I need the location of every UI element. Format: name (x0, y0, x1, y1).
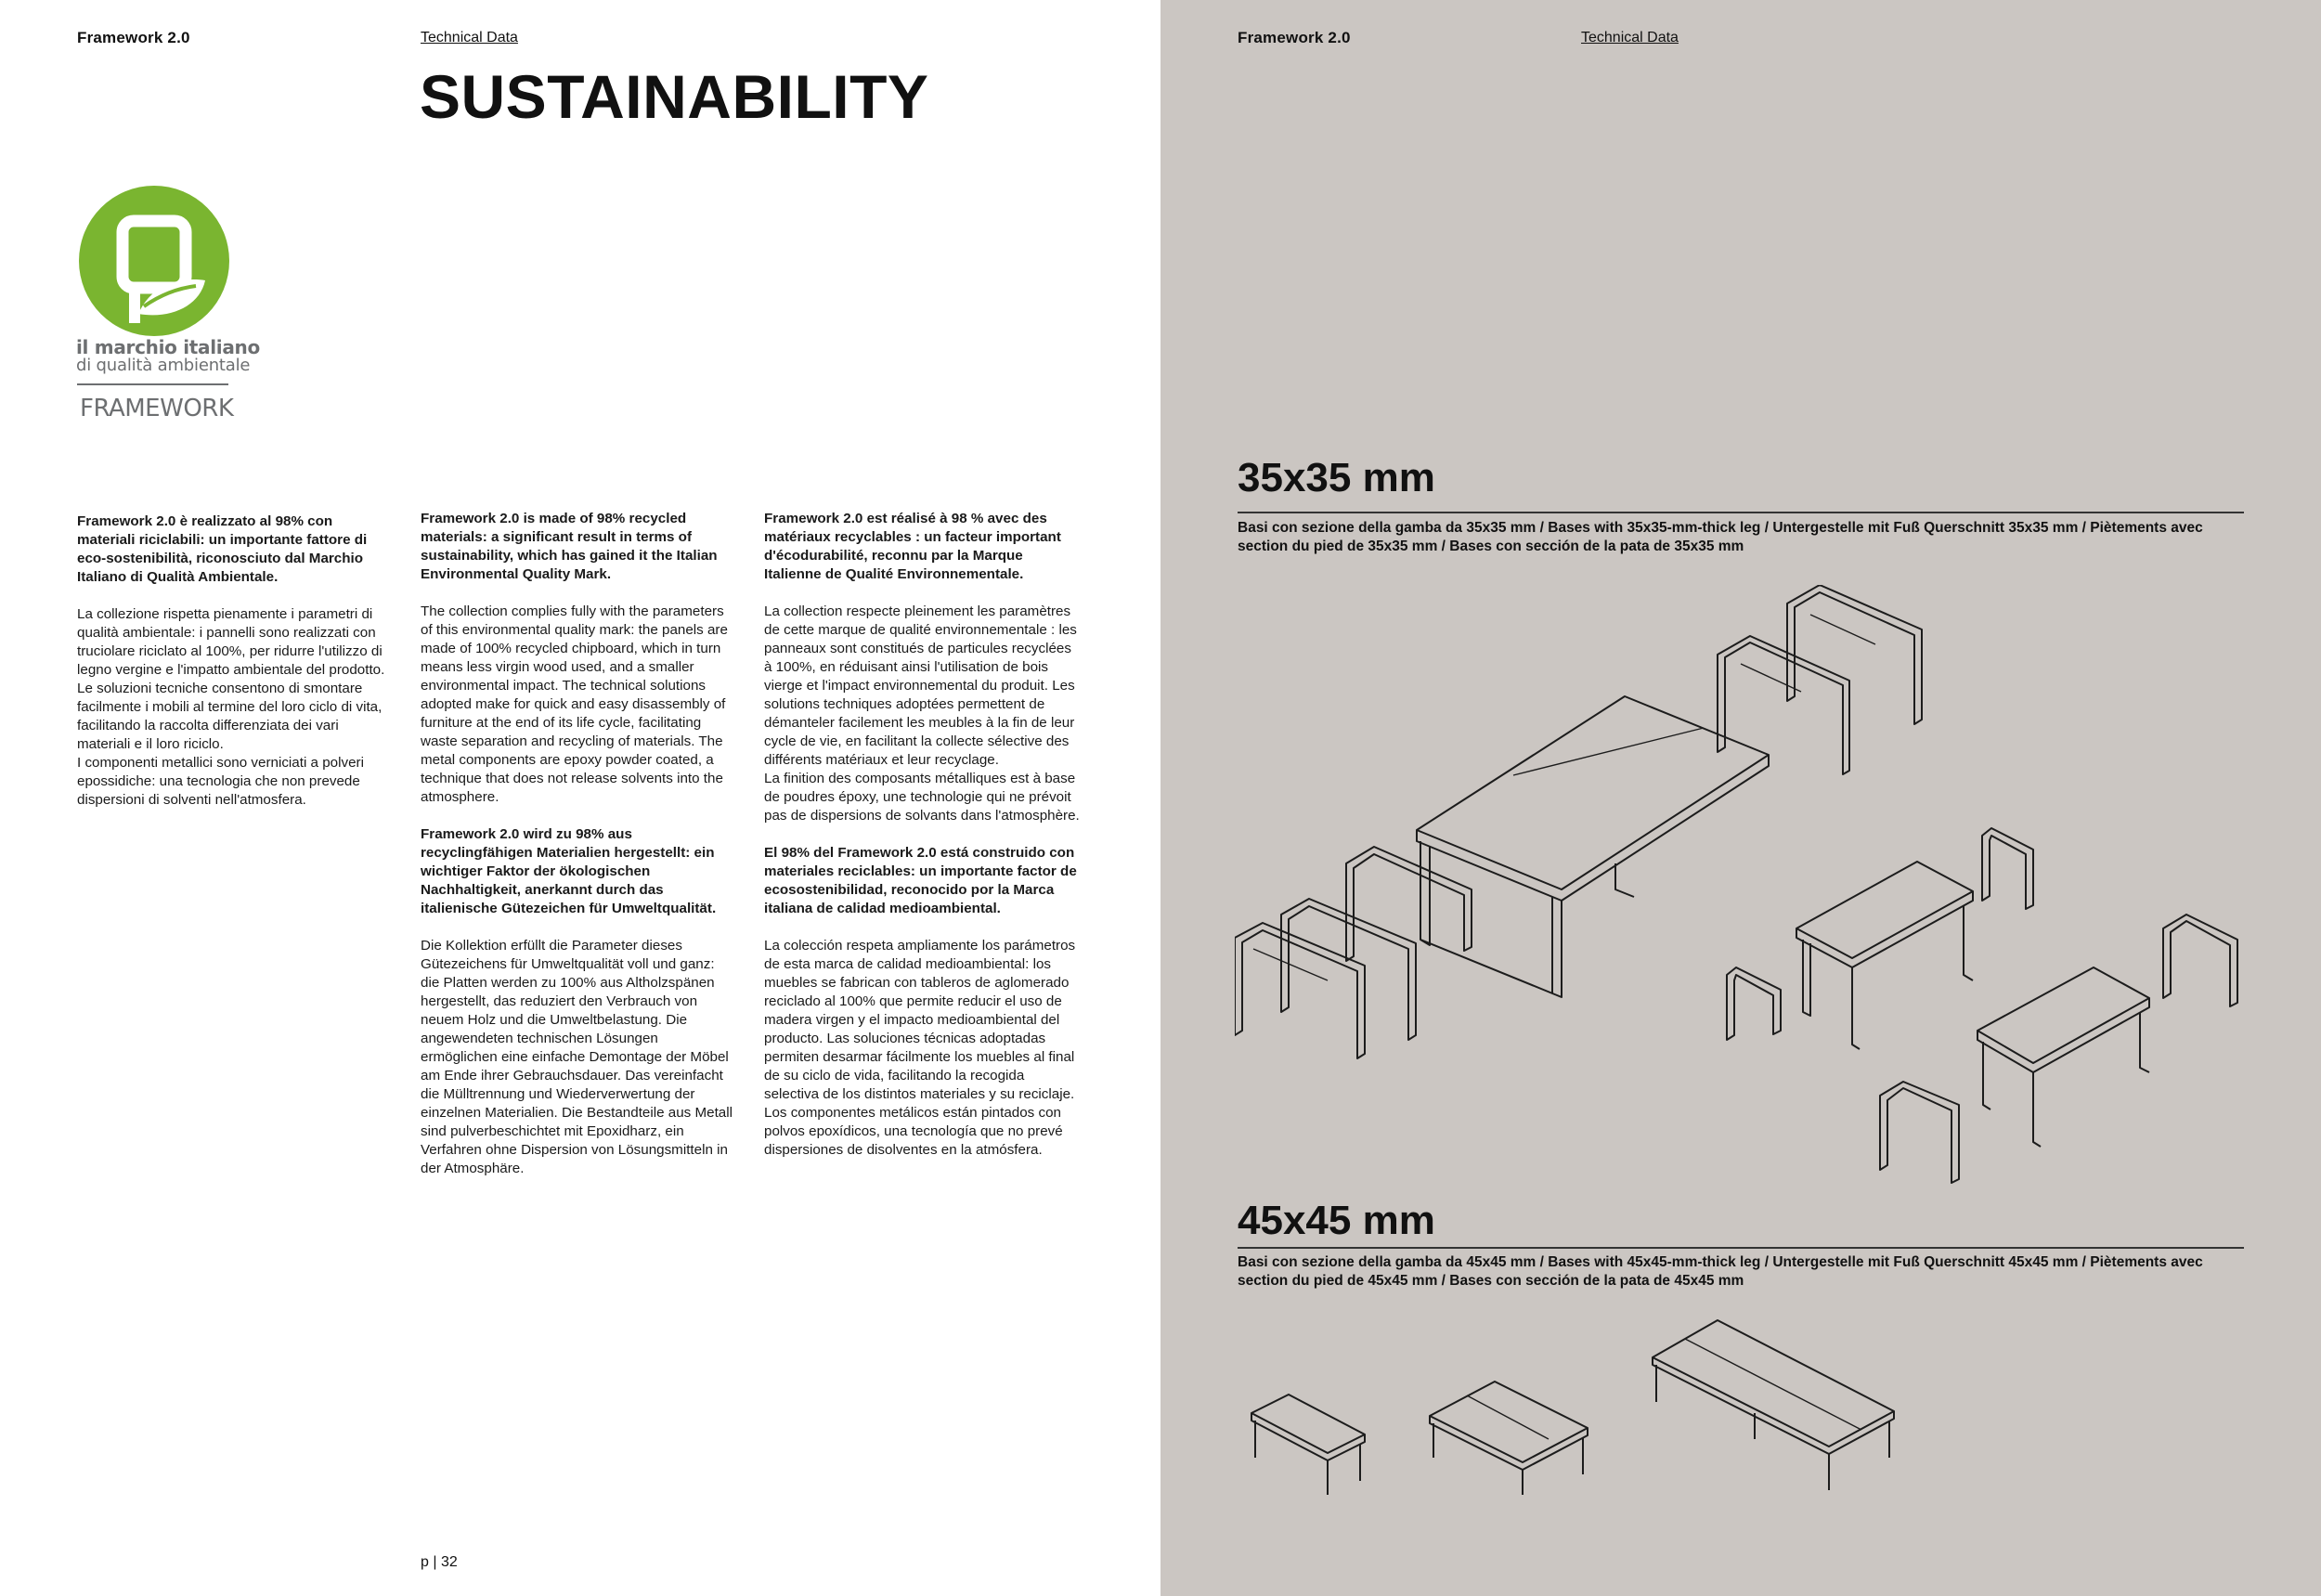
column-french-spanish (764, 510, 1080, 1178)
spanish-body: La colección respeta ampliamente los parámetros de esta marca de calidad medioambiental: los muebles se fabrican con tableros de aglomerado reciclado al 100% que permite reducir el uso de madera virgen y el impacto medioambiental del producto. Las soluciones técnicas adoptadas permiten desarmar fácilmente los muebles al final de su ciclo de vida, facilitando la recogida selectiva de los distintos materiales y su reciclaje. Los componentes metálicos están pintados con polvos epoxídicos, una tecnología que no prevé dispersiones de disolventes en la atmósfera. (764, 938, 1076, 1158)
frame-upper-2 (1787, 585, 1922, 724)
brand-label-right: Framework 2.0 (1238, 29, 1351, 46)
french-lead: Framework 2.0 est réalisé à 98 % avec des matériaux recyclables : un facteur important d'écodurabilité, reconnu par la Marque Italienne de Qualité Environnementale. (764, 511, 1061, 582)
frame-medium-right (1982, 828, 2033, 909)
desk-illustration-45 (1244, 1309, 1913, 1495)
french-body: La collection respecte pleinement les paramètres de cette marque de qualité environnementale : les panneaux sont constitués de particules recyclées à 100%, en réduisant ainsi l'utilisation de bois vierge et l'impact environnemental du produit. Les solutions techniques adoptées permettent de démanteler facilement les meubles à la fin de leur cycle de vie, en facilitant la collecte sélective des différents matériaux et leur recyclage. (764, 603, 1077, 768)
quality-mark-logo (77, 184, 231, 338)
section-link-right[interactable]: Technical Data (1581, 30, 1679, 45)
exploded-desk-illustration-35 (1235, 585, 2256, 1188)
logo-product-name: FRAMEWORK (80, 395, 234, 422)
frame-lower-left-3 (1346, 847, 1472, 961)
logo-divider (77, 383, 228, 385)
page-number: p | 32 (421, 1554, 458, 1570)
quality-mark-leaf-icon (77, 184, 231, 338)
desk-small (1977, 967, 2149, 1147)
spec-description-45: Basi con sezione della gamba da 45x45 mm / Bases with 45x45-mm-thick leg / Untergestelle mit Fuß Querschnitt 45x45 mm / Piètements avec section du pied de 45x45 mm / Bases con sección de la pata de 45x45 mm (1238, 1254, 2203, 1289)
english-lead: Framework 2.0 is made of 98% recycled materials: a significant result in terms of sustainability, which has gained it the Italian Environmental Quality Mark. (421, 511, 718, 582)
column-english-german (421, 510, 736, 1197)
spec-rule-35 (1238, 512, 2244, 513)
spec-heading-35: 35x35 mm (1238, 455, 1435, 500)
italian-lead: Framework 2.0 è realizzato al 98% con materiali riciclabili: un importante fattore di eco-sostenibilità, riconosciuto dal Marchio Italiano di Qualità Ambientale. (77, 513, 368, 585)
bench-desk-large (1417, 696, 1769, 997)
frame-medium-left (1727, 967, 1781, 1040)
german-body: Die Kollektion erfüllt die Parameter dieses Gütezeichens für Umweltqualität voll und ganz: die Platten werden zu 100% aus Altholzspänen hergestellt, das reduziert den Verbrauch von neuem Holz und die Umweltbelastung. Die angewendeten technischen Lösungen ermöglichen eine einfache Demontage der Möbel am Ende ihrer Gebrauchsdauer. Das vereinfacht die Mülltrennung und Wiederverwertung der einzelnen Materialien. Die Bestandteile aus Metall sind pulverbeschichtet mit Epoxidharz, ein Verfahren ohne Dispersion von Lösungsmitteln in der Atmosphäre. (421, 938, 733, 1176)
italian-body-2: I componenti metallici sono verniciati a polveri epossidiche: una tecnologia che non prevede dispersioni di solventi nell'atmosfera. (77, 755, 364, 808)
spanish-lead: El 98% del Framework 2.0 está construido con materiales reciclables: un importante factor de ecosostenibilidad, reconocido por la Marca italiana de calidad medioambiental. (764, 845, 1077, 916)
page-title: SUSTAINABILITY (420, 62, 929, 131)
desk-45-single (1251, 1395, 1365, 1495)
italian-body: La collezione rispetta pienamente i parametri di qualità ambientale: i pannelli sono realizzati con truciolare riciclato al 100%, per ridurre l'utilizzo di legno vergine e l'impatto ambientale del prodotto. Le soluzioni tecniche consentono di smontare facilmente i mobili al termine del loro ciclo di vita, facilitando la raccolta differenziata dei vari materiali e il loro riciclo. (77, 606, 385, 752)
logo-caption-line2: di qualità ambientale (76, 356, 251, 375)
desk-45-bench (1653, 1320, 1894, 1490)
desk-45-double (1430, 1382, 1588, 1495)
brand-label-left: Framework 2.0 (77, 29, 190, 46)
desk-medium (1796, 862, 1973, 1049)
logo-caption-line1: il marchio italiano (76, 336, 260, 358)
spec-description-35: Basi con sezione della gamba da 35x35 mm / Bases with 35x35-mm-thick leg / Untergestelle mit Fuß Querschnitt 35x35 mm / Piètements avec section du pied de 35x35 mm / Bases con sección de la pata de 35x35 mm (1238, 520, 2203, 554)
frame-upper-1 (1718, 636, 1849, 774)
german-lead: Framework 2.0 wird zu 98% aus recyclingfähigen Materialien hergestellt: ein wichtiger Faktor der ökologischen Nachhaltigkeit, anerkannt durch das italienische Gütezeichen für Umweltqualität. (421, 826, 717, 916)
spec-heading-45: 45x45 mm (1238, 1198, 1435, 1243)
column-italian (77, 513, 393, 828)
english-body: The collection complies fully with the parameters of this environmental quality mark: the panels are made of 100% recycled chipboard, which in turn means less virgin wood used, and a smaller environmental impact. The technical solutions adopted make for quick and easy disassembly of furniture at the end of its life cycle, facilitating waste separation and recycling of materials. The metal components are epoxy powder coated, a technique that does not release solvents into the atmosphere. (421, 603, 728, 805)
frame-small-left (1880, 1082, 1959, 1183)
french-body-2: La finition des composants métalliques est à base de poudres époxy, une technologie qui ne prévoit pas de dispersions de solvants dans l'atmosphère. (764, 771, 1080, 824)
section-link-left[interactable]: Technical Data (421, 30, 518, 45)
frame-small-right (2163, 915, 2237, 1006)
spec-rule-45 (1238, 1247, 2244, 1249)
